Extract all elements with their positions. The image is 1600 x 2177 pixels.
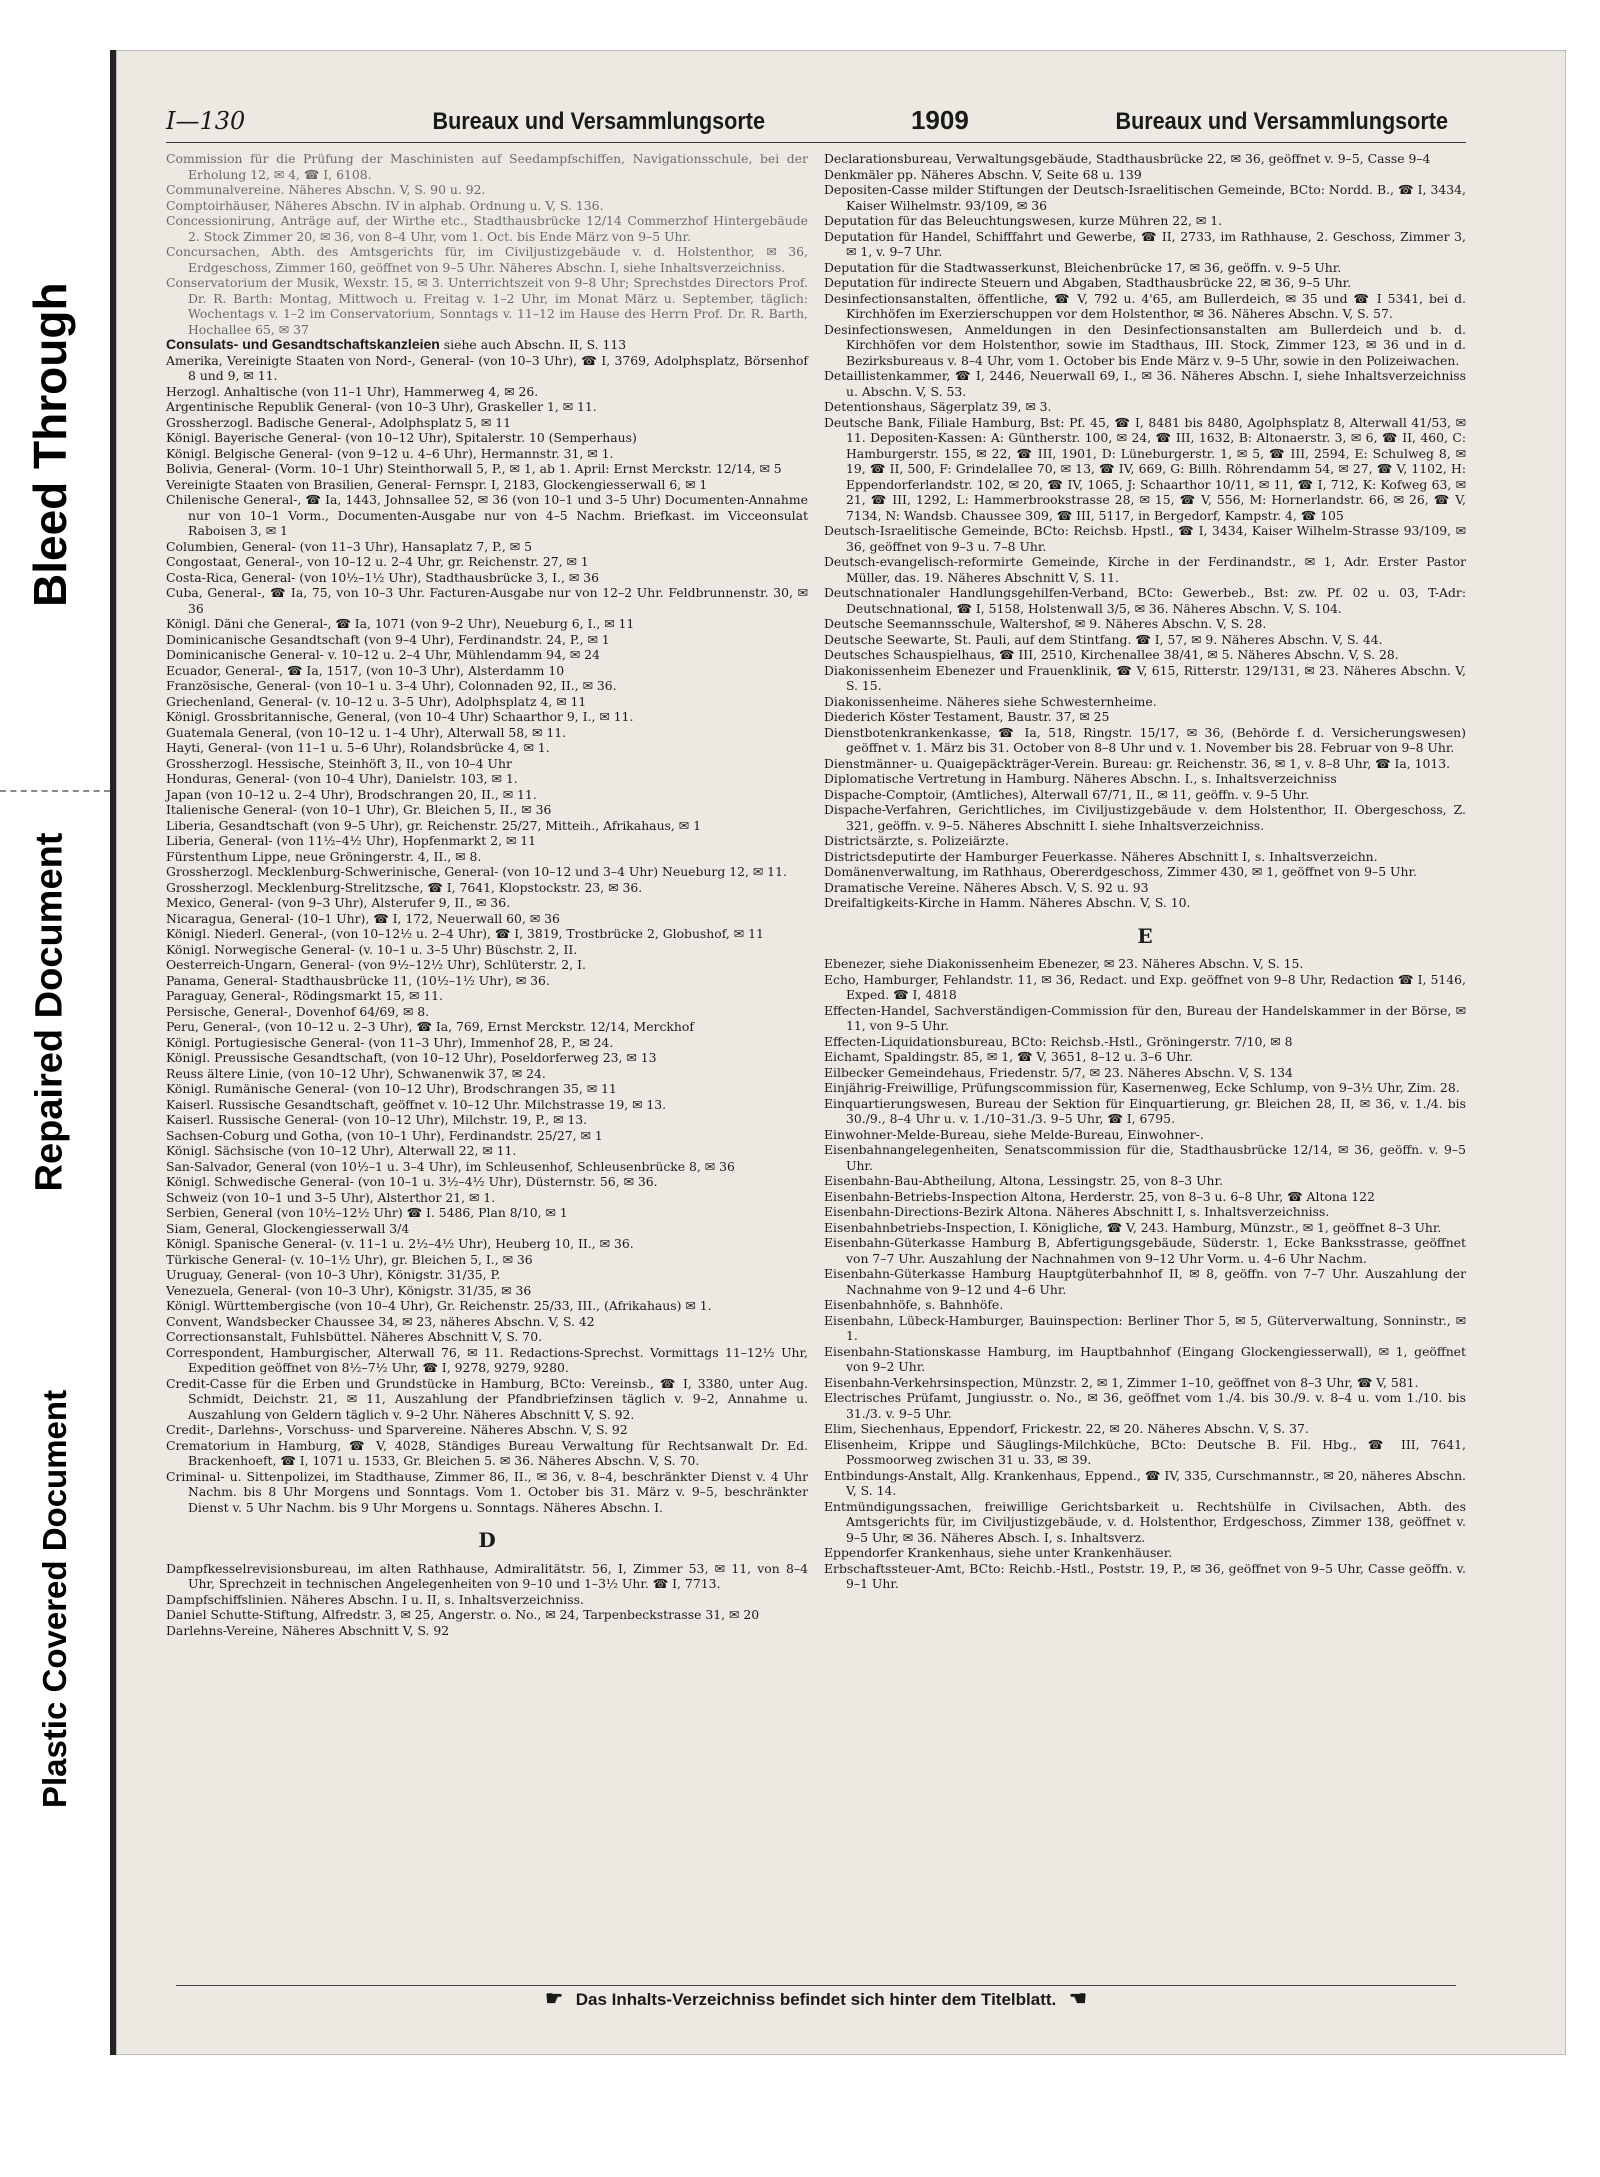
directory-entry: Deutsch-evangelisch-reformirte Gemeinde, Kirche in der Ferdinandstr., ✉ 1, Adr. Erster Pastor Müller, das. 19. Näheres Abschnitt V, S. 11. (824, 554, 1466, 585)
directory-entry: Uruguay, General- (von 10–3 Uhr), Königstr. 31/35, P. (166, 1267, 501, 1282)
directory-entry: Kaiserl. Russische Gesandtschaft, geöffnet v. 10–12 Uhr. Milchstrasse 19, ✉ 13. (166, 1096, 667, 1112)
directory-entry: Congostaat, General-, von 10–12 u. 2–4 Uhr, gr. Reichenstr. 27, ✉ 1 (166, 554, 589, 569)
directory-entry: Deputation für Handel, Schifffahrt und Gewerbe, ☎ II, 2733, im Rathhause, 2. Geschoss, Zimmer 3, ✉ 1, v. 9–7 Uhr. (824, 228, 1466, 259)
header-title-right: Bureaux und Versammlungsorte (1115, 108, 1448, 135)
directory-entry: Grossherzogl. Badische General-, Adolphsplatz 5, ✉ 11 (166, 414, 511, 430)
directory-entry: Dominicanische General- v. 10–12 u. 2–4 Uhr, Mühlendamm 94, ✉ 24 (166, 647, 600, 662)
footer-rule (176, 1985, 1456, 1986)
directory-entry: Kaiserl. Russische General- (von 10–12 Uhr), Milchstr. 19, P., ✉ 13. (166, 1112, 588, 1127)
directory-entry: Districtsdeputirte der Hamburger Feuerkasse. Näheres Abschnitt I, s. Inhaltsverzeichn. (824, 848, 1378, 864)
right-column (824, 151, 1466, 1638)
header-title-left: Bureaux und Versammlungsorte (432, 108, 765, 135)
directory-entry: Ecuador, General-, ☎ Ia, 1517, (von 10–3 Uhr), Alsterdamm 10 (166, 662, 565, 678)
directory-entry: Deutsches Schauspielhaus, ☎ III, 2510, Kirchenallee 38/41, ✉ 5. Näheres Abschn. V, S. 28. (824, 647, 1399, 662)
directory-entry: Correctionsanstalt, Fuhlsbüttel. Näheres Abschnitt V, S. 70. (166, 1329, 543, 1344)
directory-entry: Königl. Württembergische (von 10–4 Uhr), Gr. Reichenstr. 25/33, III., (Afrikahaus) ✉ 1. (166, 1298, 712, 1313)
directory-entry: Eisenbahn-Güterkasse Hamburg Hauptgüterbahnhof II, ✉ 8, geöffn. von 7–7 Uhr. Auszahlung der Nachnahme von 9–12 und 4–6 Uhr. (824, 1266, 1466, 1297)
directory-entry: Daniel Schutte-Stiftung, Alfredstr. 3, ✉ 25, Angerstr. o. No., ✉ 24, Tarpenbeckstrasse 31, ✉ 20 (166, 1607, 760, 1622)
page-footer (176, 1977, 1456, 2011)
directory-entry: Eisenbahn, Lübeck-Hamburger, Bauinspection: Berliner Thor 5, ✉ 5, Güterverwaltung, Sonninstr., ✉ 1. (824, 1312, 1466, 1343)
directory-entry: Panama, General- Stadthausbrücke 11, (10½–1½ Uhr), ✉ 36. (166, 972, 550, 988)
directory-entry: Eisenbahnangelegenheiten, Senatscommission für die, Stadthausbrücke 12/14, ✉ 36, geöffn. v. 9–5 Uhr. (824, 1142, 1466, 1173)
directory-entry: Deputation für indirecte Steuern und Abgaben, Stadthausbrücke 22, ✉ 36, 9–5 Uhr. (824, 275, 1352, 290)
directory-entry: Conservatorium der Musik, Wexstr. 15, ✉ 3. Unterrichtszeit von 9–8 Uhr; Sprechstdes Directors Prof. Dr. R. Barth: Montag, Mittwoch u. Freitag v. 1–2 Uhr, im Monat März u. September, täglich: Wochentags v. 1–2 im Conservatorium, Sonntags v. 11–12 im Hause des Herrn Prof. Dr. R. Barth, Hochallee 65, ✉ 37 (166, 275, 808, 337)
directory-entry: Dreifaltigkeits-Kirche in Hamm. Näheres Abschn. V, S. 10. (824, 895, 1191, 910)
document-page (110, 50, 1566, 2055)
directory-entry: Comptoirhäuser, Näheres Abschn. IV in alphab. Ordnung u. V, S. 136. (166, 197, 604, 213)
directory-entry: Einjährig-Freiwillige, Prüfungscommission für, Kasernenweg, Ecke Schlump, von 9–3½ Uhr, Zim. 28. (824, 1080, 1460, 1095)
directory-entry: Königl. Portugiesische General- (von 11–3 Uhr), Immenhof 28, P., ✉ 24. (166, 1034, 614, 1050)
directory-entry: Correspondent, Hamburgischer, Alterwall 76, ✉ 11. Redactions-Sprechst. Vormittags 11–12½ Uhr, Expedition geöffnet von 8½–7½ Uhr, ☎ I, 9278, 9279, 9280. (166, 1344, 808, 1375)
directory-entry: Eisenbahn-Directions-Bezirk Altona. Näheres Abschnitt I, s. Inhaltsverzeichniss. (824, 1204, 1330, 1219)
directory-entry: Eisenbahn-Betriebs-Inspection Altona, Herderstr. 25, von 8–3 u. 6–8 Uhr, ☎ Altona 122 (824, 1188, 1375, 1204)
directory-entry: Entmündigungssachen, freiwillige Gerichtsbarkeit u. Rechtshülfe in Civilsachen, Abth. des Amtsgerichts für, im Civiljustizgebäude, v. d. Holstenthor, Erdgeschoss, Zimmer 138, geöffnet v. 9–5 Uhr, ✉ 36. Näheres Absch. I, s. Inhaltsverz. (824, 1498, 1466, 1545)
directory-entry: Honduras, General- (von 10–4 Uhr), Danielstr. 103, ✉ 1. (166, 771, 518, 786)
label-plastic-covered-document: Plastic Covered Document (36, 1389, 73, 1809)
directory-entry: Fürstenthum Lippe, neue Gröningerstr. 4, II., ✉ 8. (166, 848, 482, 864)
directory-entry: Königl. Norwegische General- (v. 10–1 u. 3–5 Uhr) Büschstr. 2, II. (166, 941, 578, 957)
directory-entry: Serbien, General (von 10½–12½ Uhr) ☎ I. 5486, Plan 8/10, ✉ 1 (166, 1205, 568, 1220)
directory-entry: Credit-, Darlehns-, Vorschuss- und Sparvereine. Näheres Abschn. V, S. 92 (166, 1422, 628, 1437)
directory-entry: Domänenverwaltung, im Rathhaus, Obererdgeschoss, Zimmer 430, ✉ 1, geöffnet von 9–5 Uhr. (824, 864, 1417, 879)
directory-entry: Deutsche Seemannsschule, Waltershof, ✉ 9. Näheres Abschn. V, S. 28. (824, 616, 1267, 631)
directory-entry: Eisenbahn-Verkehrsinspection, Münzstr. 2, ✉ 1, Zimmer 1–10, geöffnet von 8–3 Uhr, ☎ V, 581. (824, 1374, 1419, 1390)
consulates-heading: Consulats- und Gesandtschaftskanzleien (166, 336, 440, 352)
directory-entry: Königl. Spanische General- (v. 11–1 u. 2½–4½ Uhr), Heuberg 10, II., ✉ 36. (166, 1236, 634, 1251)
directory-entry: Elisenheim, Krippe und Säuglings-Milchküche, BCto: Deutsche B. Fil. Hbg., ☎ III, 7641, Possmoorweg zwischen 31 u. 33, ✉ 39. (824, 1436, 1466, 1467)
directory-entry: Königl. Däni che General-, ☎ Ia, 1071 (von 9–2 Uhr), Neueburg 6, I., ✉ 11 (166, 616, 635, 631)
directory-entry: Dienstmänner- u. Quaigepäckträger-Verein. Bureau: gr. Reichenstr. 36, ✉ 1, v. 8–8 Uhr, ☎ Ia, 1013. (824, 755, 1451, 771)
directory-entry: Einquartierungswesen, Bureau der Sektion für Einquartierung, gr. Bleichen 28, II, ✉ 36, v. 1./4. bis 30./9., 8–4 Uhr u. v. 1./10–31./3. 9–5 Uhr, ☎ I, 6795. (824, 1095, 1466, 1126)
directory-entry: Griechenland, General- (v. 10–12 u. 3–5 Uhr), Adolphsplatz 4, ✉ 11 (166, 693, 587, 709)
directory-entry: Reuss ältere Linie, (von 10–12 Uhr), Schwanenwik 37, ✉ 24. (166, 1065, 546, 1081)
directory-entry: Criminal- u. Sittenpolizei, im Stadthause, Zimmer 86, II., ✉ 36, v. 8–4, beschränkter Dienst v. 4 Uhr Nachm. bis 8 Uhr Morgens und Sonntags. Vom 1. October bis 31. März v. 9–5, beschränkter Dienst v. 5 Uhr Nachm. bis 9 Uhr Morgens u. Sonntags. Näheres Abschn. I. (166, 1468, 808, 1515)
directory-entry: Königl. Schwedische General- (von 10–1 u. 3½–4½ Uhr), Düsternstr. 56, ✉ 36. (166, 1174, 658, 1189)
directory-entry: Nicaragua, General- (10–1 Uhr), ☎ I, 172, Neuerwall 60, ✉ 36 (166, 910, 560, 926)
directory-entry: Desinfectionswesen, Anmeldungen in den Desinfectionsanstalten am Bullerdeich und b. d. Kirchhöfen vor dem Holstenthor, sowie im Stadthaus, III. Stock, Zimmer 123, ✉ 36 und in d. Bezirksbureaus v. 8–4 Uhr, vom 1. October bis Ende März v. 9–5 Uhr, sowie in den Polizeiwachen. (824, 321, 1466, 368)
directory-entry: Grossherzogl. Mecklenburg-Schwerinische, General- (von 10–12 und 3–4 Uhr) Neueburg 12, ✉ 11. (166, 864, 787, 879)
directory-entry: Eisenbahn-Bau-Abtheilung, Altona, Lessingstr. 25, von 8–3 Uhr. (824, 1173, 1224, 1188)
directory-entry: Eichamt, Spaldingstr. 85, ✉ 1, ☎ V, 3651, 8–12 u. 3–6 Uhr. (824, 1049, 1193, 1064)
directory-entry: Diederich Köster Testament, Baustr. 37, ✉ 25 (824, 709, 1110, 724)
directory-entry: Sachsen-Coburg und Gotha, (von 10–1 Uhr), Ferdinandstr. 25/27, ✉ 1 (166, 1127, 603, 1143)
directory-entry: Erbschaftssteuer-Amt, BCto: Reichb.-Hstl., Poststr. 19, P., ✉ 36, geöffnet von 9–5 Uhr, Casse geöffn. v. 9–1 Uhr. (824, 1560, 1466, 1591)
directory-entry: Argentinische Republik General- (von 10–3 Uhr), Graskeller 1, ✉ 11. (166, 399, 597, 414)
directory-entry: Deputation für die Stadtwasserkunst, Bleichenbrücke 17, ✉ 36, geöffn. v. 9–5 Uhr. (824, 259, 1342, 275)
directory-entry: Costa-Rica, General- (von 10½–1½ Uhr), Stadthausbrücke 3, I., ✉ 36 (166, 569, 599, 585)
directory-entry: Entbindungs-Anstalt, Allg. Krankenhaus, Eppend., ☎ IV, 335, Curschmannstr., ✉ 20, näheres Abschn. V, S. 14. (824, 1467, 1466, 1498)
directory-entry: Königl. Sächsische (von 10–12 Uhr), Alterwall 22, ✉ 11. (166, 1143, 517, 1158)
directory-entry: Desinfectionsanstalten, öffentliche, ☎ V, 792 u. 4'65, am Bullerdeich, ✉ 35 und ☎ I 5341, bei d. Kirchhöfen im Exerzierschuppen vor dem Holstenthor, ✉ 36. Näheres Abschn. V, S. 57. (824, 290, 1466, 321)
directory-entry: Dramatische Vereine. Näheres Absch. V, S. 92 u. 93 (824, 879, 1149, 895)
directory-entry: Crematorium in Hamburg, ☎ V, 4028, Ständiges Bureau Verwaltung für Rechtsanwalt Dr. Ed. Brackenhoeft, ☎ I, 1071 u. 1533, Gr. Bleichen 5. ✉ 36. Näheres Abschn. V, S. 70. (166, 1437, 808, 1468)
directory-entry: Königl. Preussische Gesandtschaft, (von 10–12 Uhr), Poseldorferweg 23, ✉ 13 (166, 1050, 657, 1065)
directory-entry: Französische, General- (von 10–1 u. 3–4 Uhr), Colonnaden 92, II., ✉ 36. (166, 678, 617, 693)
label-divider (0, 790, 110, 792)
left-column (166, 151, 808, 1638)
directory-entry: Grossherzogl. Hessische, Steinhöft 3, II., von 10–4 Uhr (166, 755, 512, 771)
directory-entry: Dampfschiffslinien. Näheres Abschn. I u. II, s. Inhaltsverzeichniss. (166, 1591, 584, 1607)
label-bleed-through: Bleed Through (24, 282, 76, 607)
directory-entry: Königl. Belgische General- (von 9–12 u. 4–6 Uhr), Hermannstr. 31, ✉ 1. (166, 445, 614, 461)
directory-entry: Venezuela, General- (von 10–3 Uhr), Königstr. 31/35, ✉ 36 (166, 1282, 532, 1298)
directory-entry: Vereinigte Staaten von Brasilien, General- Fernspr. I, 2183, Glockengiesserwall 6, ✉ 1 (166, 476, 708, 492)
directory-entry: Paraguay, General-, Rödingsmarkt 15, ✉ 11. (166, 988, 443, 1003)
directory-entry: Darlehns-Vereine, Näheres Abschnitt V, S. 92 (166, 1622, 450, 1638)
directory-entry: Königl. Niederl. General-, (von 10–12½ u. 2–4 Uhr), ☎ I, 3819, Trostbrücke 2, Globushof, ✉ 11 (166, 926, 764, 941)
directory-entry: Convent, Wandsbecker Chaussee 34, ✉ 23, näheres Abschn. V, S. 42 (166, 1313, 595, 1329)
directory-entry: Eisenbahn-Stationskasse Hamburg, im Hauptbahnhof (Eingang Glockengiesserwall), ✉ 1, geöffnet von 9–2 Uhr. (824, 1343, 1466, 1374)
directory-entry: Detaillistenkammer, ☎ I, 2446, Neuerwall 69, I., ✉ 36. Näheres Abschn. I, siehe Inhaltsverzeichniss u. Abschn. V, S. 53. (824, 368, 1466, 399)
directory-entry: Türkische General- (v. 10–1½ Uhr), gr. Bleichen 5, I., ✉ 36 (166, 1251, 533, 1267)
directory-entry: Denkmäler pp. Näheres Abschn. V, Seite 68 u. 139 (824, 166, 1142, 182)
page-number: I—130 (166, 107, 246, 135)
directory-entry: Bolivia, General- (Vorm. 10–1 Uhr) Steinthorwall 5, P., ✉ 1, ab 1. April: Ernst Merckstr. 12/14, ✉ 5 (166, 461, 782, 476)
directory-entry: Italienische General- (von 10–1 Uhr), Gr. Bleichen 5, II., ✉ 36 (166, 802, 552, 817)
directory-entry: Königl. Bayerische General- (von 10–12 Uhr), Spitalerstr. 10 (Semperhaus) (166, 430, 637, 445)
page-header (166, 105, 1466, 143)
directory-entry: Electrisches Prüfamt, Jungiusstr. o. No., ✉ 36, geöffnet vom 1./4. bis 30./9. v. 8–4 u. vom 1./10. bis 31./3. v. 9–5 Uhr. (824, 1390, 1466, 1421)
directory-entry: Dispache-Verfahren, Gerichtliches, im Civiljustizgebäude v. dem Holstenthor, II. Obergeschoss, Z. 321, geöffn. v. 9–5. Näheres Abschnitt I. siehe Inhaltsverzeichniss. (824, 802, 1466, 833)
directory-entry: Dominicanische Gesandtschaft (von 9–4 Uhr), Ferdinandstr. 24, P., ✉ 1 (166, 631, 610, 647)
directory-entry: Echo, Hamburger, Fehlandstr. 11, ✉ 36, Redact. und Exp. geöffnet von 9–8 Uhr, Redaction ☎ I, 5146, Exped. ☎ I, 4818 (824, 971, 1466, 1002)
directory-entry: Siam, General, Glockengiesserwall 3/4 (166, 1220, 410, 1236)
directory-entry: Effecten-Handel, Sachverständigen-Commission für den, Bureau der Handelskammer in der Börse, ✉ 11, von 9–5 Uhr. (824, 1002, 1466, 1033)
directory-entry: Deutsch-Israelitische Gemeinde, BCto: Reichsb. Hpstl., ☎ I, 3434, Kaiser Wilhelm-Strasse 93/109, ✉ 36, geöffnet von 9–3 u. 7–8 Uhr. (824, 523, 1466, 554)
directory-entry: Districtsärzte, s. Polizeiärzte. (824, 833, 1009, 848)
directory-entry: Eilbecker Gemeindehaus, Friedenstr. 5/7, ✉ 23. Näheres Abschn. V, S. 134 (824, 1064, 1293, 1080)
directory-entry: Eppendorfer Krankenhaus, siehe unter Krankenhäuser. (824, 1545, 1173, 1560)
section-letter-d: D (478, 1528, 496, 1552)
directory-entry: Diakonissenheim Ebenezer und Frauenklinik, ☎ V, 615, Ritterstr. 129/131, ✉ 23. Näheres Abschn. V, S. 15. (824, 662, 1466, 693)
footer-note: Das Inhalts-Verzeichniss befindet sich hinter dem Titelblatt. (575, 1990, 1057, 2009)
directory-entry: Peru, General-, (von 10–12 u. 2–3 Uhr), ☎ Ia, 769, Ernst Merckstr. 12/14, Merckhof (166, 1019, 694, 1034)
header-year: 1909 (910, 105, 969, 135)
directory-entry: Liberia, Gesandtschaft (von 9–5 Uhr), gr. Reichenstr. 25/27, Mitteih., Afrikahaus, ✉ 1 (166, 817, 701, 833)
directory-entry: Mexico, General- (von 9–3 Uhr), Alsterufer 9, II., ✉ 36. (166, 895, 511, 910)
directory-entry: Diplomatische Vertretung in Hamburg. Näheres Abschn. I., s. Inhaltsverzeichniss (824, 771, 1337, 786)
archive-side-labels (0, 0, 110, 2177)
directory-entry: Communalvereine. Näheres Abschn. V, S. 90 u. 92. (166, 182, 486, 197)
directory-entry: Concessionirung, Anträge auf, der Wirthe etc., Stadthausbrücke 12/14 Commerzhof Hintergebäude 2. Stock Zimmer 20, ✉ 36, von 8–4 Uhr, vom 1. Oct. bis Ende März von 9–5 Uhr. (166, 213, 808, 244)
directory-entry: Elim, Siechenhaus, Eppendorf, Frickestr. 22, ✉ 20. Näheres Abschn. V, S. 37. (824, 1421, 1309, 1436)
directory-entry: Liberia, General- (von 11½–4½ Uhr), Hopfenmarkt 2, ✉ 11 (166, 833, 537, 848)
directory-entry: Persische, General-, Dovenhof 64/69, ✉ 8. (166, 1003, 430, 1019)
directory-entry: Herzogl. Anhaltische (von 11–1 Uhr), Hammerweg 4, ✉ 26. (166, 383, 539, 399)
directory-entry: Deutsche Bank, Filiale Hamburg, Bst: Pf. 45, ☎ I, 8481 bis 8480, Agolphsplatz 8, Alterwall 41/53, ✉ 11. Depositen-Kassen: A: Güntherstr. 100, ✉ 24, ☎ III, 1632, B: Altonaerstr. 3, ✉ 6, ☎ II, 460, C: Hamburgerstr. 155, ✉ 22, ☎ III, 1901, D: Lüneburgerstr. 1, ✉ 5, ☎ III, 2594, E: Schulweg 8, ✉ 19, ☎ II, 500, F: Grindelallee 70, ✉ 13, ☎ IV, 669, G: Billh. Röhrendamm 54, ✉ 27, ☎ V, 1102, H: Eppendorferlandstr. 102, ✉ 20, ☎ IV, 1065, J: Schaarthor 10/11, ✉ 11, ☎ I, 712, K: Kofweg 63, ✉ 21, ☎ III, 1292, L: Hammerbrookstrasse 28, ✉ 15, ☎ V, 556, M: Hornerlandstr. 66, ✉ 26, ☎ V, 7134, N: Wandsb. Chaussee 309, ☎ III, 5117, in Bergedorf, Kampstr. 4, ☎ 105 (824, 414, 1466, 523)
directory-entry: Declarationsbureau, Verwaltungsgebäude, Stadthausbrücke 22, ✉ 36, geöffnet v. 9–5, Casse 9–4 (824, 151, 1431, 166)
directory-entry: Dispache-Comptoir, (Amtliches), Alterwall 67/71, II., ✉ 11, geöffn. v. 9–5 Uhr. (824, 786, 1310, 802)
section-letter-e: E (1137, 923, 1153, 948)
directory-entry: Cuba, General-, ☎ Ia, 75, von 10–3 Uhr. Facturen-Ausgabe nur von 12–2 Uhr. Feldbrunnenstr. 30, ✉ 36 (166, 585, 808, 616)
directory-entry: Grossherzogl. Mecklenburg-Strelitzsche, ☎ I, 7641, Klopstockstr. 23, ✉ 36. (166, 879, 643, 895)
directory-entry: Eisenbahn-Güterkasse Hamburg B, Abfertigungsgebäude, Süderstr. 1, Ecke Banksstrasse, geöffnet von 7–7 Uhr. Auszahlung der Nachnahmen von 9–12 Uhr Vorm. u. 4–6 Uhr Nachm. (824, 1235, 1466, 1266)
directory-entry: Detentionshaus, Sägerplatz 39, ✉ 3. (824, 399, 1052, 414)
directory-entry: Credit-Casse für die Erben und Grundstücke in Hamburg, BCto: Vereinsb., ☎ I, 3380, unter Aug. Schmidt, Deichstr. 21, ✉ 11, Auszahlung der Pfandbriefzinsen täglich v. 9–2, Annahme u. Auszahlung von Geldern täglich v. 9–2 Uhr. Näheres Abschnitt V, S. 92. (166, 1375, 808, 1422)
directory-entry: Königl. Rumänische General- (von 10–12 Uhr), Brodschrangen 35, ✉ 11 (166, 1081, 617, 1096)
directory-entry: San-Salvador, General (von 10½–1 u. 3–4 Uhr), im Schleusenhof, Schleusenbrücke 8, ✉ 36 (166, 1158, 735, 1174)
directory-entry: Depositen-Casse milder Stiftungen der Deutsch-Israelitischen Gemeinde, BCto: Nordd. B., ☎ I, 3434, Kaiser Wilhelmstr. 93/109, ✉ 36 (824, 182, 1466, 213)
directory-entry: Japan (von 10–12 u. 2–4 Uhr), Brodschrangen 20, II., ✉ 11. (166, 786, 537, 802)
directory-entry: Concursachen, Abth. des Amtsgerichts für, im Civiljustizgebäude v. d. Holstenthor, ✉ 36, Erdgeschoss, Zimmer 160, geöffnet von 9–5 Uhr. Näheres Abschn. I, siehe Inhaltsverzeichniss. (166, 244, 808, 275)
directory-entry: Effecten-Liquidationsbureau, BCto: Reichsb.-Hstl., Gröningerstr. 7/10, ✉ 8 (824, 1033, 1293, 1049)
directory-entry: Schweiz (von 10–1 und 3–5 Uhr), Alsterthor 21, ✉ 1. (166, 1189, 496, 1205)
directory-entry: Eisenbahnbetriebs-Inspection, I. Königliche, ☎ V, 243. Hamburg, Münzstr., ✉ 1, geöffnet 8–3 Uhr. (824, 1219, 1442, 1235)
pointing-hand-left-icon: ☚ (1069, 1988, 1087, 2010)
directory-entry: Diakonissenheime. Näheres siehe Schwesternheime. (824, 693, 1157, 709)
directory-entry: Guatemala General, (von 10–12 u. 1–4 Uhr), Alterwall 58, ✉ 11. (166, 724, 567, 740)
directory-entry: Dampfkesselrevisionsbureau, im alten Rathhause, Admiralitätstr. 56, I, Zimmer 53, ✉ 11, von 8–4 Uhr, Sprechzeit in technischen Angelegenheiten von 9–10 und 1–3½ Uhr. ☎ I, 7713. (166, 1560, 808, 1591)
directory-entry: Einwohner-Melde-Bureau, siehe Melde-Bureau, Einwohner-. (824, 1126, 1204, 1142)
label-repaired-document: Repaired Document (28, 832, 71, 1192)
directory-entry: Columbien, General- (von 11–3 Uhr), Hansaplatz 7, P., ✉ 5 (166, 538, 532, 554)
directory-entry: Chilenische General-, ☎ Ia, 1443, Johnsallee 52, ✉ 36 (von 10–1 und 3–5 Uhr) Documenten-Annahme nur von 10–1 Vorm., Documenten-Ausgabe nur von 4–5 Nachm. Briefkast. im Vicceonsulat Raboisen 3, ✉ 1 (166, 492, 808, 538)
directory-entry: Oesterreich-Ungarn, General- (von 9½–12½ Uhr), Schlüterstr. 2, I. (166, 957, 586, 972)
directory-entry: Deutsche Seewarte, St. Pauli, auf dem Stintfang. ☎ I, 57, ✉ 9. Näheres Abschn. V, S. 44. (824, 631, 1383, 647)
directory-entry: Amerika, Vereinigte Staaten von Nord-, General- (von 10–3 Uhr), ☎ I, 3769, Adolphsplatz, Börsenhof 8 und 9, ✉ 11. (166, 352, 808, 383)
directory-entry: Eisenbahnhöfe, s. Bahnhöfe. (824, 1297, 1004, 1312)
directory-entry: Hayti, General- (von 11–1 u. 5–6 Uhr), Rolandsbrücke 4, ✉ 1. (166, 740, 550, 755)
directory-entry: Deutschnationaler Handlungsgehilfen-Verband, BCto: Gewerbeb., Bst: zw. Pf. 02 u. 03, T-Adr: Deutschnational, ☎ I, 5158, Holstenwall 3/5, ✉ 36. Näheres Abschn. V, S. 104. (824, 585, 1466, 616)
directory-entry: Commission für die Prüfung der Maschinisten auf Seedampfschiffen, Navigationsschule, bei der Erholung 12, ✉ 4, ☎ I, 6108. (166, 151, 808, 182)
directory-entry: Ebenezer, siehe Diakonissenheim Ebenezer, ✉ 23. Näheres Abschn. V, S. 15. (824, 956, 1304, 971)
directory-entry: Königl. Grossbritannische, General, (von 10–4 Uhr) Schaarthor 9, I., ✉ 11. (166, 709, 634, 724)
directory-entry: Dienstbotenkrankenkasse, ☎ Ia, 518, Ringstr. 15/17, ✉ 36, (Behörde f. d. Versicherungswesen) geöffnet v. 1. März bis 31. October von 8–8 Uhr und v. 1. November bis 28. Februar von 9–8 Uhr. (824, 724, 1466, 755)
directory-entry: Deputation für das Beleuchtungswesen, kurze Mühren 22, ✉ 1. (824, 213, 1223, 228)
pointing-hand-right-icon: ☛ (545, 1988, 563, 2010)
consulates-intro: siehe auch Abschn. II, S. 113 (443, 337, 627, 352)
